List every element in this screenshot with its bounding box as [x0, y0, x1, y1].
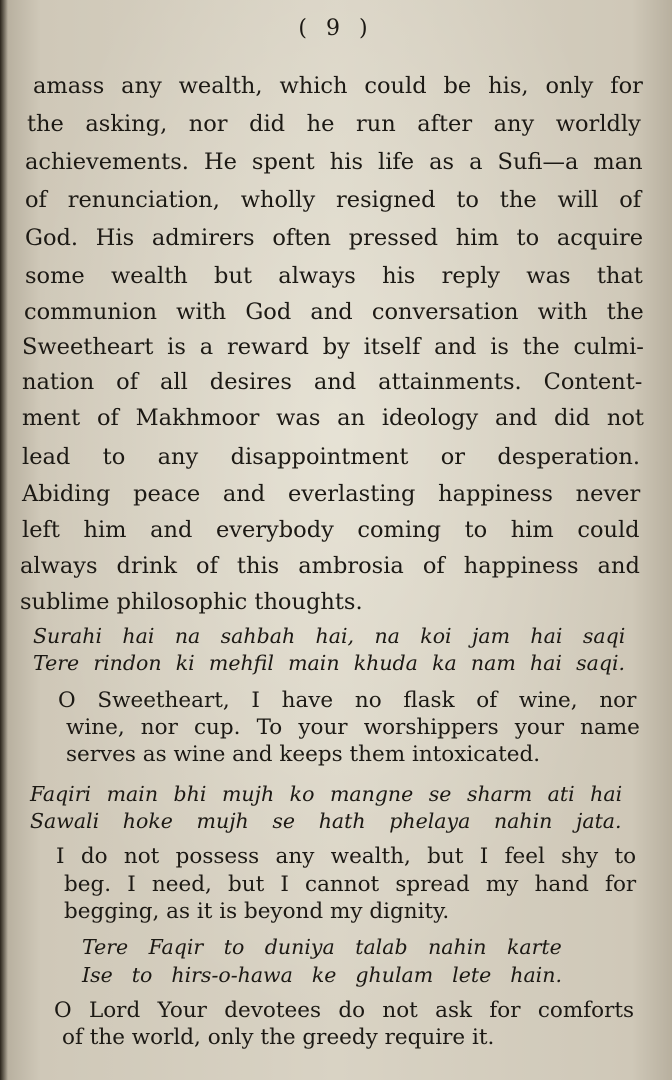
couplet-line: Tere rindon ki mehfil main khuda ka nam hai saqi. [33, 651, 626, 675]
page-edge-shadow [0, 0, 8, 1080]
prose-line: of renunciation, wholly resigned to the will of [25, 187, 642, 213]
prose-line: Sweetheart is a reward by itself and is the culmi- [22, 334, 644, 360]
prose-line: amass any wealth, which could be his, only for [33, 73, 643, 99]
prose-line: always drink of this ambrosia of happiness and [20, 553, 640, 579]
translation-line: I do not possess any wealth, but I feel shy to [56, 844, 637, 869]
couplet-line: Tere Faqir to duniya talab nahin karte [82, 935, 562, 959]
translation-line: O Lord Your devotees do not ask for comforts [54, 998, 635, 1023]
prose-line: Abiding peace and everlasting happiness never [22, 481, 641, 507]
prose-line: some wealth but always his reply was that [25, 263, 643, 289]
prose-line: God. His admirers often pressed him to acquire [25, 225, 644, 251]
prose-line: ment of Makhmoor was an ideology and did not [22, 405, 644, 431]
couplet-line: Ise to hirs-o-hawa ke ghulam lete hain. [82, 963, 562, 987]
couplet-line: Surahi hai na sahbah hai, na koi jam hai saqi [33, 624, 626, 648]
prose-line: nation of all desires and attainments. Content- [22, 369, 643, 395]
translation-line: serves as wine and keeps them intoxicated. [66, 742, 541, 767]
couplet-line: Faqiri main bhi mujh ko mangne se sharm ati hai [30, 782, 623, 806]
couplet-line: Sawali hoke mujh se hath phelaya nahin jata. [30, 809, 622, 833]
translation-line: O Sweetheart, I have no flask of wine, nor [58, 688, 637, 713]
page-number: ( 9 ) [298, 16, 374, 41]
prose-line: lead to any disappointment or desperation. [22, 444, 641, 470]
translation-line: wine, nor cup. To your worshippers your name [66, 715, 640, 740]
translation-line: beg. I need, but I cannot spread my hand for [64, 872, 637, 897]
translation-line: of the world, only the greedy require it. [62, 1025, 495, 1050]
prose-line: communion with God and conversation with the [24, 299, 644, 325]
prose-line: left him and everybody coming to him could [22, 517, 640, 543]
prose-line: achievements. He spent his life as a Sufi—a man [25, 149, 643, 175]
translation-line: begging, as it is beyond my dignity. [64, 899, 450, 924]
prose-line: sublime philosophic thoughts. [20, 589, 363, 615]
prose-line: the asking, nor did he run after any worldly [27, 111, 641, 137]
